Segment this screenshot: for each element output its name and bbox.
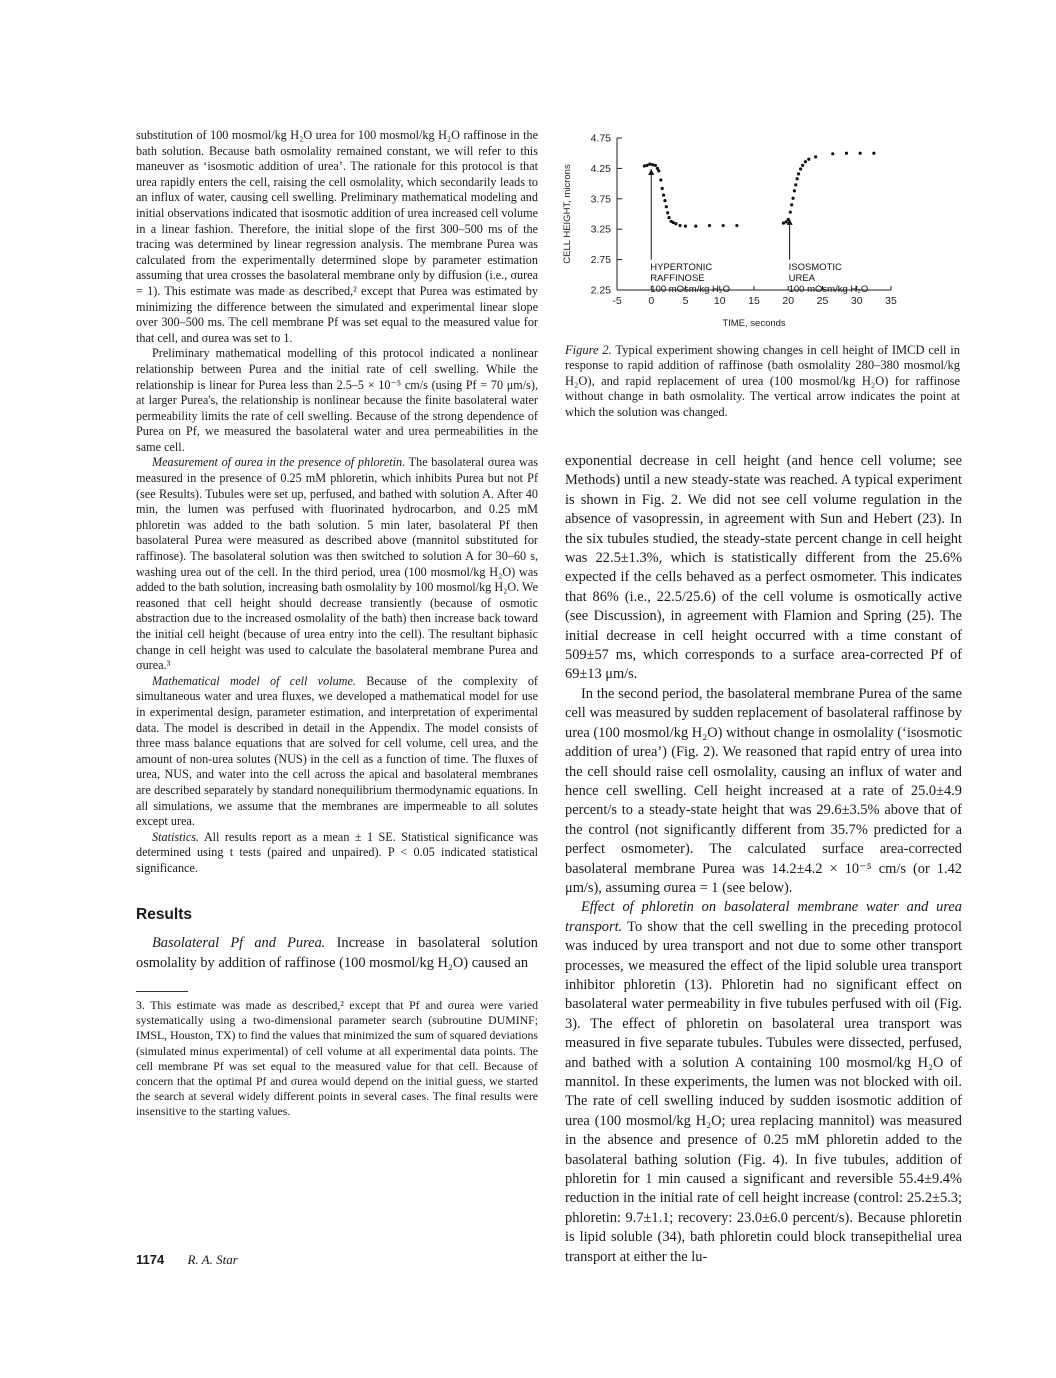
x-tick-label: 0 <box>648 295 655 307</box>
paragraph-heading: Measurement of σurea in the presence of phloretin. <box>152 455 406 470</box>
paragraph-body: Because of the complexity of simultaneous water and urea fluxes, we developed a mathematical model for use in experimental design, parameter estimation, and interpretation of experimental data. The model is described in detail in the Appendix. The model consists of three mass balance equations that are solved for cell volume, cell urea, and the amount of non-urea solutes (NUS) in the cell as a function of time. The fluxes of urea, NUS, and water into the cell across the apical and basolateral membranes are described separately by standard nonequilibrium thermodynamic equations. In all simulations, we assume that the membranes are impermeable to all solutes except urea. <box>136 673 538 829</box>
data-point <box>799 167 802 170</box>
paragraph: substitution of 100 mosmol/kg H₂O urea for 100 mosmol/kg H₂O raffinose in the bath solution. Because bath osmolality remained constant, we will refer to this maneuver as ‘isosmotic addition of urea’. The rationale for this protocol is that urea rapidly enters the cell, raising the cell osmolality, which secondarily leads to an influx of water, causing cell swelling. Preliminary mathematical modeling and initial observations indicated that isosmotic addition of urea increased cell volume in a linear fashion. Therefore, the initial slope of the first 300–500 ms of the tracing was determined by linear regression analysis. The membrane Purea was calculated from the experimentally determined slope by parameter estimation assuming that urea crosses the basolateral membrane only by diffusion (i.e., σurea = 1). This estimate was made as described,² except that Purea was estimated by minimizing the difference between the simulated and experimental linear slope over 300–500 ms. The cell membrane Pf was set equal to the measured value for that cell, and σurea was set to 1. <box>136 128 538 345</box>
figure-2 <box>553 128 933 340</box>
data-point <box>694 225 697 228</box>
data-point <box>654 164 657 167</box>
paragraph-body: Increase in basolateral solution osmolality by addition of raffinose (100 mosmol/kg H₂O) caused an <box>136 935 539 971</box>
data-point <box>791 197 794 200</box>
arrow-head-icon <box>648 169 654 175</box>
data-point <box>662 194 665 197</box>
data-point <box>667 216 670 219</box>
page-number: 1174 <box>136 1252 165 1267</box>
data-point <box>646 164 649 167</box>
paragraph-heading: Statistics. <box>152 829 200 844</box>
data-point <box>793 189 796 192</box>
data-point <box>785 220 788 223</box>
data-point <box>648 163 651 166</box>
data-point <box>790 203 793 206</box>
page-footer <box>136 1252 238 1268</box>
caption-body: Typical experiment showing changes in cell height of IMCD cell in response to rapid addition of raffinose (bath osmolality 280–380 mosmol/kg H₂O), and rapid replacement of urea (100 mosmol/kg H₂O) for raffinose without change in bath osmolality. The vertical arrow indicates the point at which the solution was changed. <box>565 343 960 419</box>
paragraph-body: All results report as a mean ± 1 SE. Statistical significance was determined using t tests (paired and unpaired). P < 0.05 indicated statistical significance. <box>136 829 538 875</box>
paragraph-body: The basolateral σurea was measured in the presence of 0.25 mM phloretin, which inhibits Purea but not Pf (see Results). Tubules were set up, perfused, and bathed with solution A. After 40 min, the lumen was perfused with fluorinated hydrocarbon, and 0.25 mM phloretin was added to the bath solution. 5 min later, basolateral Pf then basolateral Purea were measured as described above (mannitol substituted for raffinose). The basolateral solution was then switched to solution A for 30–60 s, washing urea out of the cell. In the third period, urea (100 mosmol/kg H₂O) was added to the bath solution, increasing bath osmolality by 100 mosmol/kg H₂O. We reasoned that cell height should decrease transiently (because of osmotic abstraction due to the increased osmolality of the bath) then increase back toward the initial cell height (because of urea entry into the cell). The resultant biphasic change in cell height was used to calculate the basolateral membrane Purea and σurea.³ <box>136 455 538 673</box>
data-point <box>804 160 807 163</box>
data-point <box>796 177 799 180</box>
x-tick-label: 10 <box>713 295 726 307</box>
x-tick-label: 30 <box>850 295 863 307</box>
data-point <box>663 199 666 202</box>
annotation-label: ISOSMOTIC <box>788 261 842 273</box>
paragraph-body: To show that the cell swelling in the preceding protocol was induced by urea transport and not due to some other transport processes, we measured the effect of the lipid soluble urea transport inhibitor phloretin (13). Phloretin had no significant effect on basolateral water permeability in five tubules perfused with oil (Fig. 3). The effect of phloretin on basolateral urea transport was measured in five separate tubules. Tubules were dissected, perfused, and bathed with a solution A containing 100 mosmol/kg H₂O of mannitol. In these experiments, the lumen was not blocked with oil. The rate of cell swelling induced by sudden isosmotic addition of urea (100 mosmol/kg H₂O; urea replacing mannitol) was measured in the absence and presence of 0.25 mM phloretin added to the basolateral bathing solution (Fig. 4). In five tubules, addition of phloretin for 1 min caused a significant and reversible 55.4±9.4% reduction in the initial rate of cell height increase (control: 25.2±5.3; phloretin: 9.7±1.1; recovery: 23.0±6.0 percent/s). Because phloretin is lipid soluble (34), bath phloretin could block transepithelial urea transport at either the lu- <box>565 918 962 1265</box>
data-point <box>831 152 834 155</box>
y-tick-label: 2.25 <box>590 284 611 297</box>
x-tick-label: 20 <box>782 295 795 307</box>
caption-text <box>565 343 960 420</box>
data-point <box>807 158 810 161</box>
data-point <box>666 211 669 214</box>
results-heading: Results <box>136 905 192 923</box>
paragraph: Preliminary mathematical modelling of this protocol indicated a nonlinear relationship between Purea and the initial rate of cell swelling. While the relationship is linear for Purea less than 2.5–5 × 10⁻⁵ cm/s (using Pf = 70 μm/s), at larger Purea's, the relationship is nonlinear because the finite basolateral water permeability limits the rate of cell swelling. Because of the strong dependence of Purea on Pf, we measured the basolateral water and urea permeabilities in the same cell. <box>136 346 538 454</box>
data-point <box>859 152 862 155</box>
annotation-label: HYPERTONIC <box>650 261 713 273</box>
running-author: R. A. Star <box>187 1252 238 1267</box>
annotation-label: 100 mOsm/kg H₂O <box>788 283 869 295</box>
data-point <box>735 224 738 227</box>
data-point <box>657 169 660 172</box>
x-tick-label: 5 <box>682 295 689 307</box>
data-point <box>797 172 800 175</box>
data-point <box>643 164 646 167</box>
data-point <box>814 155 817 158</box>
paragraph: In the second period, the basolateral membrane Purea of the same cell was measured by sudden replacement of basolateral raffinose by urea (100 mosmol/kg H₂O) without change in osmolality (‘isosmotic addition of urea’) (Fig. 2). We reasoned that rapid entry of urea into the cell should raise cell osmolality, causing an influx of water and hence cell swelling. Cell height increased at a rate of 25.0±4.9 percent/s to a steady-state height that was 29.6±3.5% above that of the control (not significantly different from 35.7% predicted for a perfect osmometer). The calculated surface area-corrected basolateral membrane Purea was 14.2±4.2 × 10⁻⁵ cm/s (or 1.42 μm/s), assuming σurea = 1 (see below). <box>565 685 962 896</box>
data-point <box>722 224 725 227</box>
data-point <box>872 152 875 155</box>
data-point <box>801 164 804 167</box>
data-point <box>661 187 664 190</box>
data-point <box>708 224 711 227</box>
data-point <box>672 221 675 224</box>
paragraph: exponential decrease in cell height (and hence cell volume; see Methods) until a new steady-state was reached. A typical experiment is shown in Fig. 2. We did not see cell volume regulation in the absence of vasopressin, in agreement with Sun and Hebert (23). In the six tubules studied, the steady-state percent change in cell height was 22.5±1.3%, which is statistically different from the 25.6% expected if the cells behaved as a perfect osmometer. This indicates that 86% (i.e., 22.5/25.6) of the cell volume is osmotically active (see Discussion), in agreement with Flamion and Spring (25). The initial decrease in cell height occurred with a time constant of 509±57 ms, which corresponds to a surface area-corrected Pf of 69±13 μm/s. <box>565 453 962 683</box>
paragraph <box>136 674 538 830</box>
paragraph-heading: Basolateral Pf and Purea. <box>152 935 326 952</box>
data-point <box>665 205 668 208</box>
x-tick-label: 35 <box>885 295 897 307</box>
paragraph-heading: Effect of phloretin on basolateral membrane water and urea transport. <box>565 899 962 935</box>
paragraph <box>136 934 538 973</box>
footnote-divider <box>136 991 188 992</box>
caption-label: Figure 2. <box>565 343 612 357</box>
data-point <box>678 224 681 227</box>
data-point <box>684 225 687 228</box>
y-tick-label: 3.75 <box>590 193 611 206</box>
data-point <box>845 152 848 155</box>
paragraph-heading: Mathematical model of cell volume. <box>152 673 356 688</box>
paragraph <box>565 898 962 1267</box>
figure-caption <box>565 343 960 420</box>
right-column <box>565 452 962 1267</box>
cell-height-chart <box>553 128 933 340</box>
data-point <box>674 222 677 225</box>
left-column <box>136 128 538 1120</box>
y-tick-label: 4.75 <box>590 132 611 145</box>
data-point <box>651 163 654 166</box>
paragraph <box>136 830 538 877</box>
data-point <box>794 183 797 186</box>
x-axis-label: TIME, seconds <box>722 318 786 329</box>
data-point <box>782 222 785 225</box>
x-tick-label: -5 <box>612 295 622 307</box>
data-point <box>789 211 792 214</box>
paragraph <box>136 455 538 673</box>
annotation-label: RAFFINOSE <box>650 272 705 284</box>
x-tick-label: 15 <box>748 295 760 307</box>
data-point <box>659 178 662 181</box>
footnote: 3. This estimate was made as described,² except that Pf and σurea were varied systematically using a two-dimensional parameter search (subroutine DUMINF; IMSL, Houston, TX) to find the values that minimized the sum of squared deviations (simulated minus experimental) of cell volume at all experimental data points. The cell membrane Pf was set equal to the measured value for that cell. Because of concern that the optimal Pf and σurea would depend on the initial guess, we started the search at several widely different points in several cases. The final results were insensitive to the starting values. <box>136 997 538 1119</box>
y-tick-label: 3.25 <box>590 223 611 236</box>
annotation-label: UREA <box>788 272 816 284</box>
y-tick-label: 2.75 <box>590 254 611 267</box>
y-axis-label: CELL HEIGHT, microns <box>562 164 573 264</box>
x-tick-label: 25 <box>816 295 829 307</box>
annotation-label: 100 mOsm/kg H₂O <box>650 283 730 295</box>
y-tick-label: 4.25 <box>590 162 611 175</box>
